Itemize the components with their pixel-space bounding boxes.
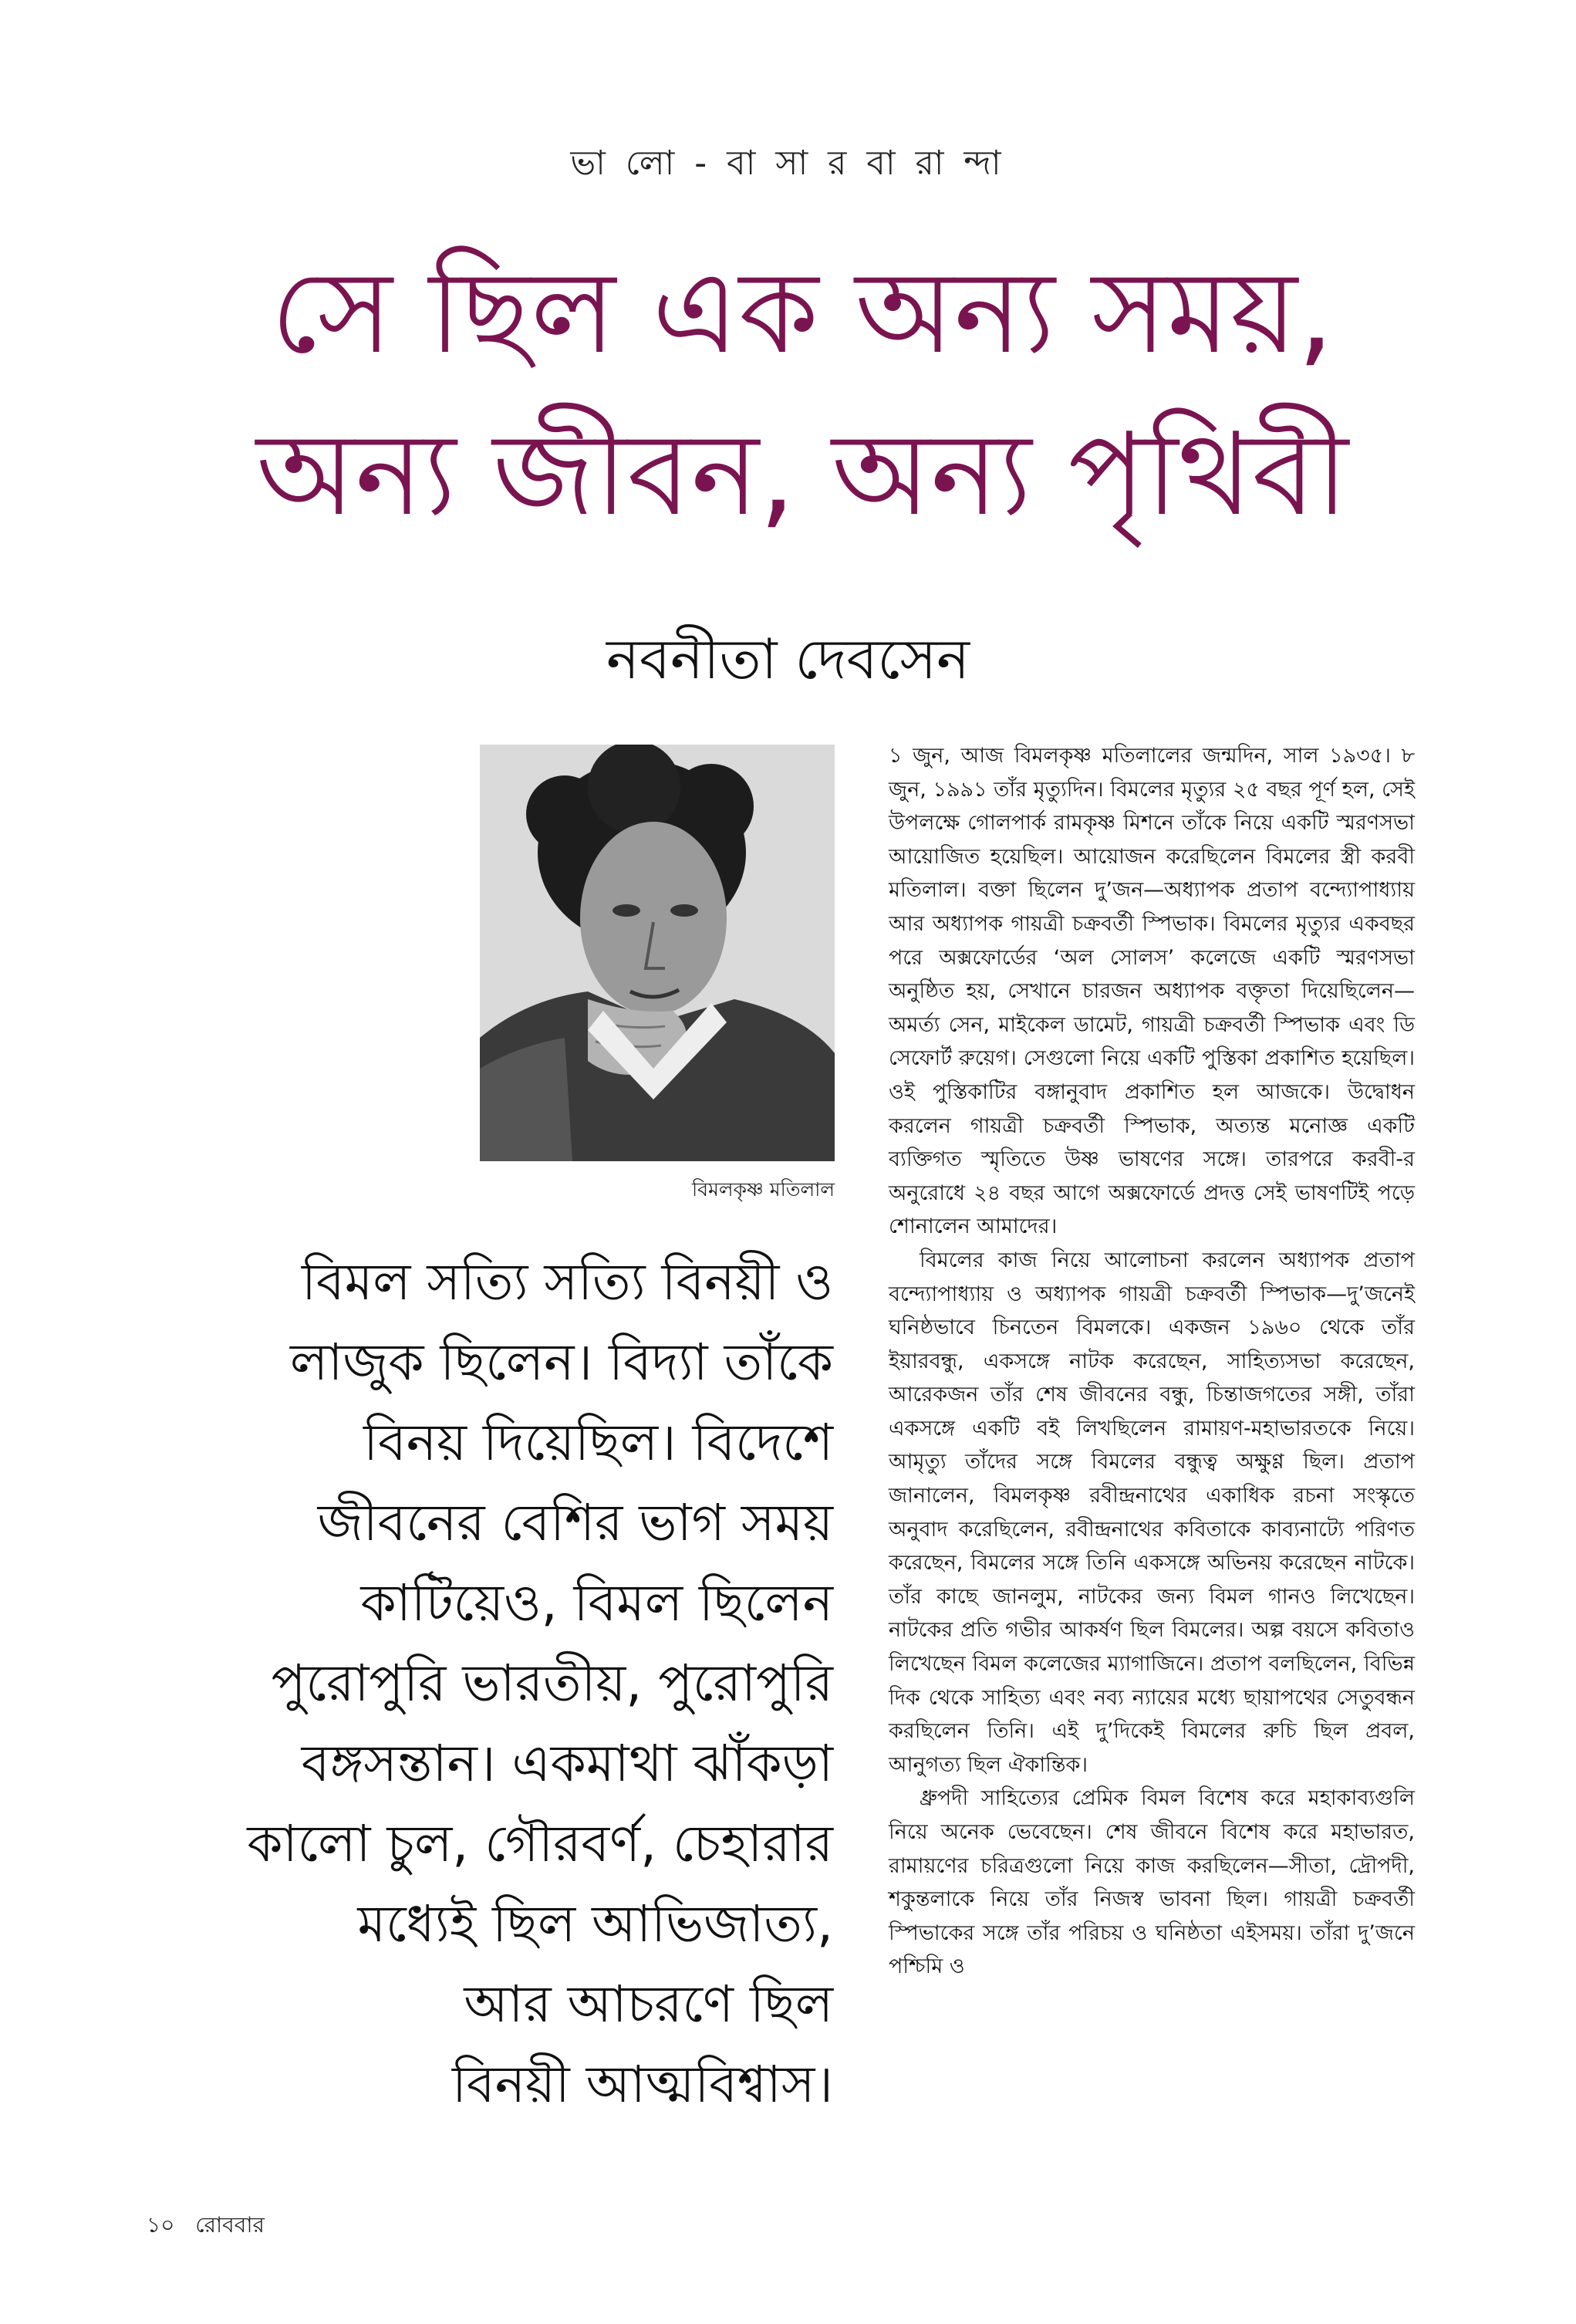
body-paragraph-2: বিমলের কাজ নিয়ে আলোচনা করলেন অধ্যাপক প্রতাপ বন্দ্যোপাধ্যায় ও অধ্যাপক গায়ত্রী চক্রবর্তী স্পিভাক—দু’জনেই ঘনিষ্ঠভাবে চিনতেন বিমলকে। একজন ১৯৬০ থেকে তাঁর ইয়ারবন্ধু, একসঙ্গে নাটক করেছেন, সাহিত্যসভা করেছেন, আরেকজন তাঁর শেষ জীবনের বন্ধু, চিন্তাজগতের সঙ্গী, তাঁরা একসঙ্গে একটি বই লিখছিলেন রামায়ণ-মহাভারতকে নিয়ে। আমৃত্যু তাঁদের সঙ্গে বিমলের বন্ধুত্ব অক্ষুণ্ণ ছিল। প্রতাপ জানালেন, বিমলকৃষ্ণ রবীন্দ্রনাথের একাধিক রচনা সংস্কৃতে অনুবাদ করেছিলেন, রবীন্দ্রনাথের কবিতাকে কাব্যনাট্যে পরিণত করেছেন, বিমলের সঙ্গে তিনি একসঙ্গে অভিনয় করেছেন নাটকে। তাঁর কাছে জানলুম, নাটকের জন্য বিমল গানও লিখেছেন। নাটকের প্রতি গভীর আকর্ষণ ছিল বিমলের। অল্প বয়সে কবিতাও লিখেছেন বিমল কলেজের ম্যাগাজিনে। প্রতাপ বলছিলেন, বিভিন্ন দিক থেকে সাহিত্য এবং নব্য ন্যায়ের মধ্যে ছায়াপথের সেতুবন্ধন করছিলেন তিনি। এই দু’দিকেই বিমলের রুচি ছিল প্রবল, আনুগত্য ছিল ঐকান্তিক। — [889, 1248, 1415, 1777]
pullquote-line: বঙ্গসন্তান। একমাথা ঝাঁকড়া — [301, 1734, 833, 1793]
article-body — [889, 739, 1415, 1984]
pullquote-line: জীবনের বেশির ভাগ সময় — [317, 1493, 833, 1552]
portrait-illustration — [480, 745, 835, 1161]
article-title — [147, 231, 1458, 556]
page-footer — [147, 2208, 265, 2245]
pullquote-line: বিনয় দিয়েছিল। বিদেশে — [363, 1413, 833, 1472]
magazine-name: রোববার — [195, 2212, 265, 2238]
pullquote-line: মধ্যেই ছিল আভিজাত্য, — [357, 1894, 833, 1954]
body-paragraph-3: ধ্রুপদী সাহিত্যের প্রেমিক বিমল বিশেষ করে মহাকাব্যগুলি নিয়ে অনেক ভেবেছেন। শেষ জীবনে বিশেষ করে মহাভারত, রামায়ণের চরিত্রগুলো নিয়ে কাজ করছিলেন—সীতা, দ্রৌপদী, শকুন্তলাকে নিয়ে তাঁর নিজস্ব ভাবনা ছিল। গায়ত্রী চক্রবর্তী স্পিভাকের সঙ্গে তাঁর পরিচয় ও ঘনিষ্ঠতা এইসময়। তাঁরা দু’জনে পশ্চিমি ও — [889, 1786, 1415, 1979]
pullquote-line: কাটিয়েও, বিমল ছিলেন — [360, 1573, 833, 1633]
author-byline: নবনীতা দেবসেন — [606, 627, 970, 691]
pullquote-line: লাজুক ছিলেন। বিদ্যা তাঁকে — [290, 1333, 833, 1392]
title-line-2: অন্য জীবন, অন্য পৃথিবী — [256, 408, 1348, 541]
section-kicker: ভা লো - বা সা র বা রা ন্দা — [570, 144, 1006, 183]
photo-caption: বিমলকৃষ্ণ মতিলাল — [691, 1178, 835, 1201]
portrait-photo — [480, 745, 835, 1161]
pullquote-line: কালো চুল, গৌরবর্ণ, চেহারার — [247, 1814, 833, 1873]
page-number: ১০ — [147, 2212, 175, 2238]
pull-quote — [154, 1242, 833, 2125]
pullquote-line: পুরোপুরি ভারতীয়, পুরোপুরি — [271, 1653, 833, 1713]
body-paragraph-1: ১ জুন, আজ বিমলকৃষ্ণ মতিলালের জন্মদিন, সাল ১৯৩৫। ৮ জুন, ১৯৯১ তাঁর মৃত্যুদিন। বিমলের মৃত্যুর ২৫ বছর পূর্ণ হল, সেই উপলক্ষে গোলপার্ক রামকৃষ্ণ মিশনে তাঁকে নিয়ে একটি স্মরণসভা আয়োজিত হয়েছিল। আয়োজন করেছিলেন বিমলের স্ত্রী করবী মতিলাল। বক্তা ছিলেন দু’জন—অধ্যাপক প্রতাপ বন্দ্যোপাধ্যায় আর অধ্যাপক গায়ত্রী চক্রবর্তী স্পিভাক। বিমলের মৃত্যুর একবছর পরে অক্সফোর্ডের ‘অল সোলস’ কলেজে একটি স্মরণসভা অনুষ্ঠিত হয়, সেখানে চারজন অধ্যাপক বক্তৃতা দিয়েছিলেন—অমর্ত্য সেন, মাইকেল ডামেট, গায়ত্রী চক্রবর্তী স্পিভাক এবং ডি সেফোর্ট রুয়েগ। সেগুলো নিয়ে একটি পুস্তিকা প্রকাশিত হয়েছিল। ওই পুস্তিকাটির বঙ্গানুবাদ প্রকাশিত হল আজকে। উদ্বোধন করলেন গায়ত্রী চক্রবর্তী স্পিভাক, অত্যন্ত মনোজ্ঞ একটি ব্যক্তিগত স্মৃতিতে উষ্ণ ভাষণের সঙ্গে। তারপরে করবী-র অনুরোধে ২৪ বছর আগে অক্সফোর্ডে প্রদত্ত সেই ভাষণটিই পড়ে শোনালেন আমাদের। — [889, 744, 1415, 1239]
title-line-1: সে ছিল এক অন্য সময়, — [270, 246, 1335, 379]
pullquote-line: বিনয়ী আত্মবিশ্বাস। — [452, 2055, 833, 2114]
pullquote-line: বিমল সত্যি সত্যি বিনয়ী ও — [302, 1252, 833, 1312]
pullquote-line: আর আচরণে ছিল — [464, 1974, 833, 2034]
